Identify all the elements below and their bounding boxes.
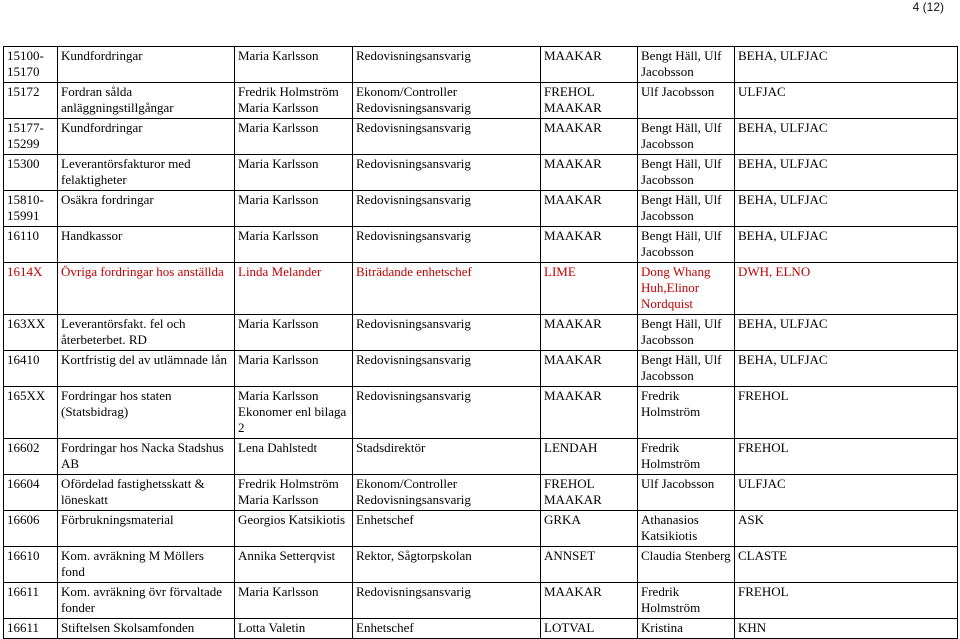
contact-person: Ulf Jacobsson bbox=[638, 83, 735, 119]
responsible-id: ANNSET bbox=[541, 547, 638, 583]
account-description: Kom. avräkning övr förvaltade fonder bbox=[58, 583, 235, 619]
contact-id: BEHA, ULFJAC bbox=[735, 351, 958, 387]
account-description: Övriga fordringar hos anställda bbox=[58, 263, 235, 315]
account-description: Fordran sålda anläggningstillgångar bbox=[58, 83, 235, 119]
responsible-role: Rektor, Sågtorpskolan bbox=[353, 547, 541, 583]
contact-id: ULFJAC bbox=[735, 475, 958, 511]
account-code: 163XX bbox=[4, 315, 58, 351]
account-description: Ofördelad fastighetsskatt & löneskatt bbox=[58, 475, 235, 511]
contact-person: Athanasios Katsikiotis bbox=[638, 511, 735, 547]
contact-person: Fredrik Holmström bbox=[638, 439, 735, 475]
responsible-role: Redovisningsansvarig bbox=[353, 191, 541, 227]
responsible-role: Redovisningsansvarig bbox=[353, 47, 541, 83]
responsible-name: Maria Karlsson bbox=[235, 583, 353, 619]
responsible-role: Redovisningsansvarig bbox=[353, 155, 541, 191]
account-description: Kundfordringar bbox=[58, 119, 235, 155]
table-row bbox=[4, 511, 958, 547]
account-description: Kortfristig del av utlämnade lån bbox=[58, 351, 235, 387]
contact-id: FREHOL bbox=[735, 583, 958, 619]
contact-id: CLASTE bbox=[735, 547, 958, 583]
contact-id: BEHA, ULFJAC bbox=[735, 191, 958, 227]
contact-person: Fredrik Holmström bbox=[638, 387, 735, 439]
account-code: 165XX bbox=[4, 387, 58, 439]
responsible-role: Redovisningsansvarig bbox=[353, 351, 541, 387]
responsible-name: Maria Karlsson bbox=[235, 315, 353, 351]
responsible-id: MAAKAR bbox=[541, 119, 638, 155]
responsible-name: Fredrik Holmström Maria Karlsson bbox=[235, 83, 353, 119]
account-code: 15100-15170 bbox=[4, 47, 58, 83]
table-row bbox=[4, 315, 958, 351]
account-description: Leverantörsfakturor med felaktigheter bbox=[58, 155, 235, 191]
account-description: Fordringar hos staten (Statsbidrag) bbox=[58, 387, 235, 439]
responsible-name: Maria Karlsson bbox=[235, 351, 353, 387]
account-code: 16606 bbox=[4, 511, 58, 547]
account-description: Förbrukningsmaterial bbox=[58, 511, 235, 547]
responsible-id: FREHOL MAAKAR bbox=[541, 83, 638, 119]
responsible-id: MAAKAR bbox=[541, 583, 638, 619]
page-number: 4 (12) bbox=[912, 0, 944, 14]
responsible-role: Redovisningsansvarig bbox=[353, 227, 541, 263]
contact-id: ASK bbox=[735, 511, 958, 547]
contact-id: FREHOL bbox=[735, 439, 958, 475]
account-code: 16611 bbox=[4, 619, 58, 639]
responsible-name: Maria Karlsson bbox=[235, 119, 353, 155]
table-row bbox=[4, 263, 958, 315]
responsible-id: MAAKAR bbox=[541, 387, 638, 439]
table-row bbox=[4, 387, 958, 439]
responsible-role: Biträdande enhetschef bbox=[353, 263, 541, 315]
account-code: 15172 bbox=[4, 83, 58, 119]
responsible-id: MAAKAR bbox=[541, 191, 638, 227]
responsible-name: Maria Karlsson bbox=[235, 47, 353, 83]
contact-id: BEHA, ULFJAC bbox=[735, 227, 958, 263]
account-code: 1614X bbox=[4, 263, 58, 315]
contact-person: Bengt Häll, Ulf Jacobsson bbox=[638, 155, 735, 191]
contact-id: DWH, ELNO bbox=[735, 263, 958, 315]
account-code: 16610 bbox=[4, 547, 58, 583]
responsible-role: Redovisningsansvarig bbox=[353, 119, 541, 155]
table-row bbox=[4, 155, 958, 191]
table-row bbox=[4, 227, 958, 263]
responsible-id: MAAKAR bbox=[541, 155, 638, 191]
contact-person: Bengt Häll, Ulf Jacobsson bbox=[638, 227, 735, 263]
contact-person: Bengt Häll, Ulf Jacobsson bbox=[638, 351, 735, 387]
contact-id: BEHA, ULFJAC bbox=[735, 119, 958, 155]
responsible-role: Redovisningsansvarig bbox=[353, 583, 541, 619]
responsible-name: Maria Karlsson bbox=[235, 191, 353, 227]
responsible-id: MAAKAR bbox=[541, 227, 638, 263]
responsible-id: LOTVAL bbox=[541, 619, 638, 639]
responsible-name: Annika Setterqvist bbox=[235, 547, 353, 583]
responsible-role: Enhetschef bbox=[353, 511, 541, 547]
contact-id: BEHA, ULFJAC bbox=[735, 155, 958, 191]
contact-person: Bengt Häll, Ulf Jacobsson bbox=[638, 47, 735, 83]
responsible-name: Fredrik Holmström Maria Karlsson bbox=[235, 475, 353, 511]
account-code: 15177-15299 bbox=[4, 119, 58, 155]
responsible-role: Redovisningsansvarig bbox=[353, 387, 541, 439]
account-code: 16604 bbox=[4, 475, 58, 511]
responsible-name: Maria Karlsson Ekonomer enl bilaga 2 bbox=[235, 387, 353, 439]
contact-id: BEHA, ULFJAC bbox=[735, 47, 958, 83]
account-description: Fordringar hos Nacka Stadshus AB bbox=[58, 439, 235, 475]
contact-person: Ulf Jacobsson bbox=[638, 475, 735, 511]
table-row bbox=[4, 119, 958, 155]
responsible-name: Lena Dahlstedt bbox=[235, 439, 353, 475]
account-description: Kom. avräkning M Möllers fond bbox=[58, 547, 235, 583]
responsible-name: Maria Karlsson bbox=[235, 155, 353, 191]
responsible-id: LENDAH bbox=[541, 439, 638, 475]
contact-person: Fredrik Holmström bbox=[638, 583, 735, 619]
responsible-id: MAAKAR bbox=[541, 47, 638, 83]
responsible-name: Maria Karlsson bbox=[235, 227, 353, 263]
table-row bbox=[4, 547, 958, 583]
account-code: 15810-15991 bbox=[4, 191, 58, 227]
contact-person: Bengt Häll, Ulf Jacobsson bbox=[638, 119, 735, 155]
account-description: Osäkra fordringar bbox=[58, 191, 235, 227]
account-description: Stiftelsen Skolsamfonden bbox=[58, 619, 235, 639]
responsible-name: Lotta Valetin bbox=[235, 619, 353, 639]
responsible-role: Ekonom/Controller Redovisningsansvarig bbox=[353, 475, 541, 511]
contact-person: Dong Whang Huh,Elinor Nordquist bbox=[638, 263, 735, 315]
responsible-name: Linda Melander bbox=[235, 263, 353, 315]
responsible-id: LIME bbox=[541, 263, 638, 315]
table-row bbox=[4, 439, 958, 475]
responsible-role: Redovisningsansvarig bbox=[353, 315, 541, 351]
contact-id: FREHOL bbox=[735, 387, 958, 439]
responsible-name: Georgios Katsikiotis bbox=[235, 511, 353, 547]
account-description: Handkassor bbox=[58, 227, 235, 263]
responsible-id: GRKA bbox=[541, 511, 638, 547]
table-row bbox=[4, 83, 958, 119]
responsible-role: Enhetschef bbox=[353, 619, 541, 639]
account-code: 15300 bbox=[4, 155, 58, 191]
table-row bbox=[4, 191, 958, 227]
responsibility-table bbox=[3, 46, 958, 639]
table-row bbox=[4, 351, 958, 387]
account-code: 16611 bbox=[4, 583, 58, 619]
table-row bbox=[4, 47, 958, 83]
responsible-role: Stadsdirektör bbox=[353, 439, 541, 475]
account-code: 16602 bbox=[4, 439, 58, 475]
responsible-id: FREHOL MAAKAR bbox=[541, 475, 638, 511]
contact-id: ULFJAC bbox=[735, 83, 958, 119]
responsible-id: MAAKAR bbox=[541, 315, 638, 351]
table-row bbox=[4, 475, 958, 511]
contact-person: Claudia Stenberg bbox=[638, 547, 735, 583]
account-description: Leverantörsfakt. fel och återbeterbet. RD bbox=[58, 315, 235, 351]
contact-person: Bengt Häll, Ulf Jacobsson bbox=[638, 191, 735, 227]
contact-id: KHN bbox=[735, 619, 958, 639]
responsible-role: Ekonom/Controller Redovisningsansvarig bbox=[353, 83, 541, 119]
contact-person: Bengt Häll, Ulf Jacobsson bbox=[638, 315, 735, 351]
contact-id: BEHA, ULFJAC bbox=[735, 315, 958, 351]
account-description: Kundfordringar bbox=[58, 47, 235, 83]
contact-person: Kristina bbox=[638, 619, 735, 639]
responsible-id: MAAKAR bbox=[541, 351, 638, 387]
table-row bbox=[4, 619, 958, 639]
table-row bbox=[4, 583, 958, 619]
account-code: 16410 bbox=[4, 351, 58, 387]
account-code: 16110 bbox=[4, 227, 58, 263]
